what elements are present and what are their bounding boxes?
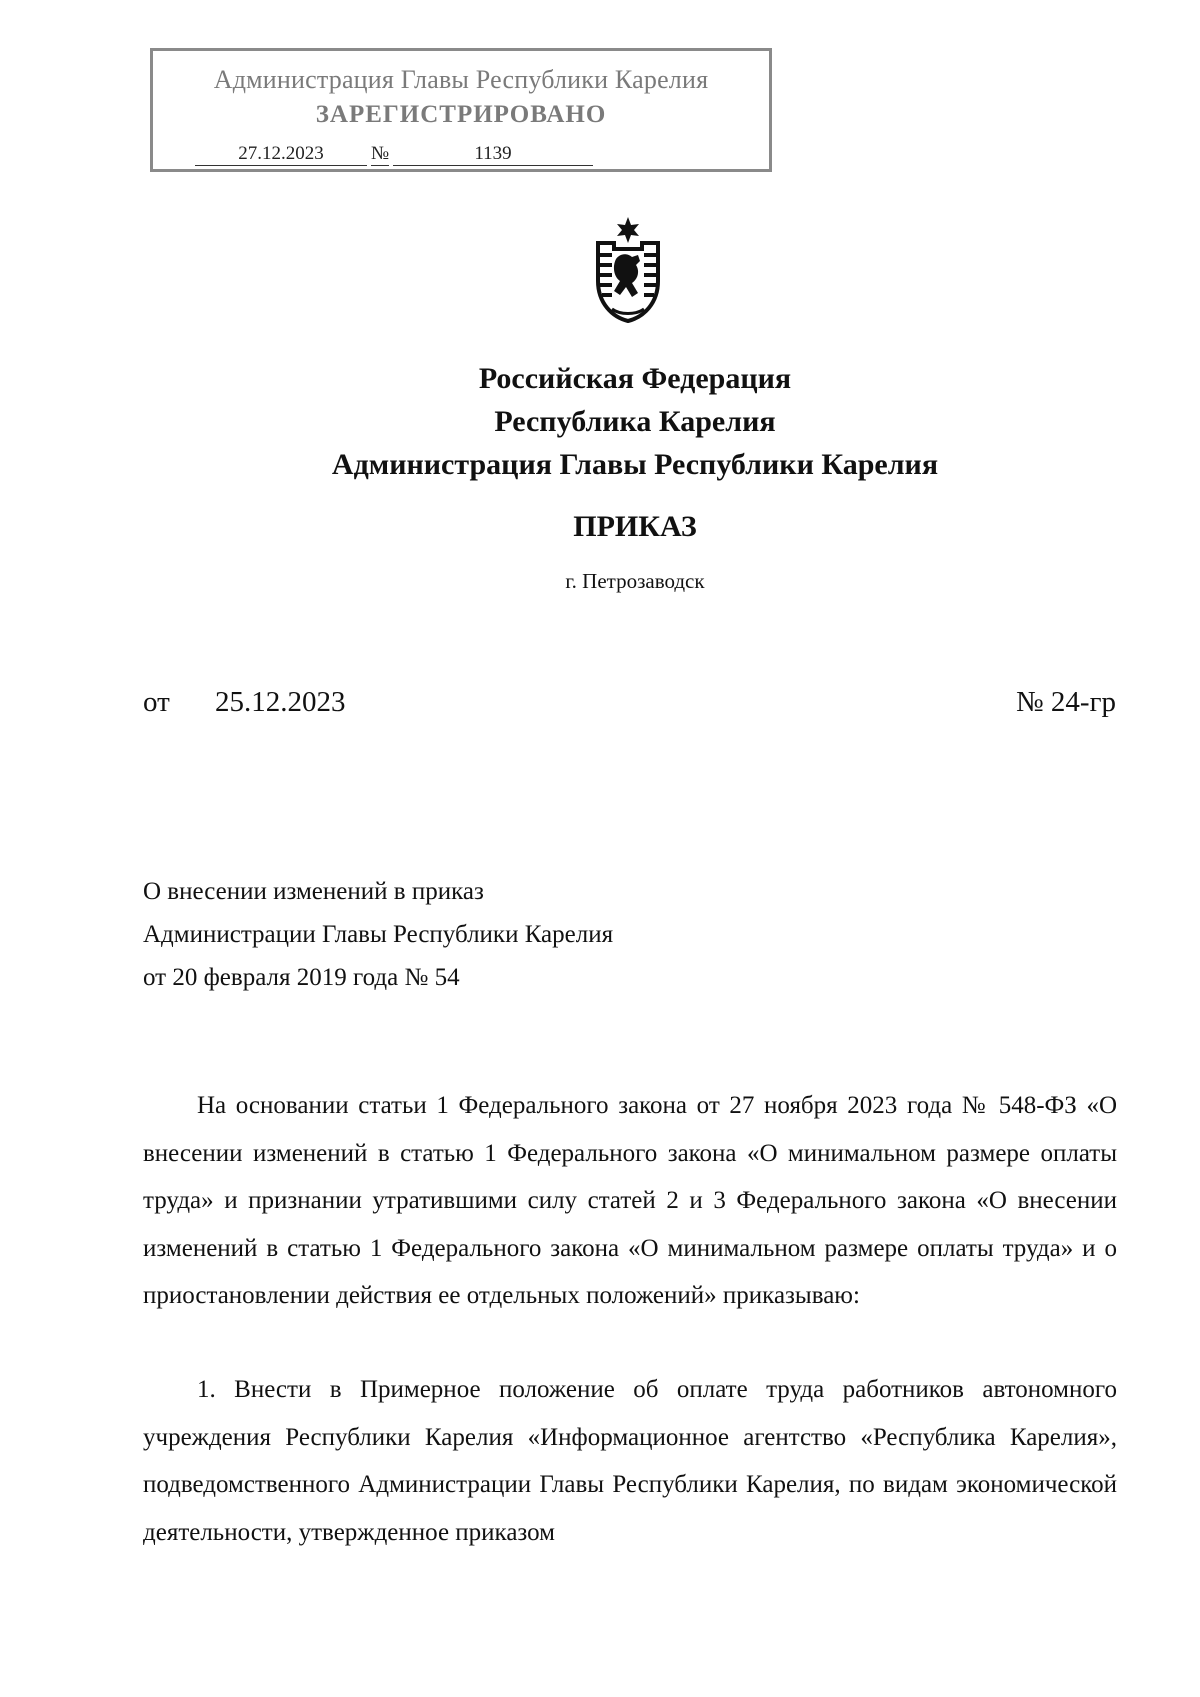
subject-line-2: Администрации Главы Республики Карелия — [143, 921, 614, 948]
stamp-number-sign: № — [371, 143, 390, 164]
order-date: 25.12.2023 — [215, 686, 346, 718]
body-paragraph-2: 1. Внести в Примерное положение об оплате труда работников автономного учреждения Республики Карелия «Информационное агентство «Республика Карелия», подведомственного Администрации Главы Республики Карелия, по видам экономической деятельности, утвержденное приказом — [143, 1376, 1117, 1546]
registration-stamp — [150, 48, 772, 172]
karelia-coat-of-arms-icon — [578, 215, 678, 325]
stamp-organization: Администрация Главы Республики Карелия — [213, 65, 709, 94]
city-label: г. Петрозаводск — [565, 569, 705, 593]
stamp-registered-label: ЗАРЕГИСТРИРОВАНО — [315, 101, 607, 128]
stamp-number: 1139 — [393, 143, 593, 166]
order-from-label: от — [143, 686, 170, 718]
header-country: Российская Федерация — [478, 362, 792, 395]
stamp-date: 27.12.2023 — [195, 143, 367, 166]
order-date-row — [143, 686, 346, 719]
body-paragraph-1: На основании статьи 1 Федерального закона от 27 ноября 2023 года № 548-ФЗ «О внесении изменений в статью 1 Федерального закона «О минимальном размере оплаты труда» и признании утратившими силу статей 2 и 3 Федерального закона «О внесении изменений в статью 1 Федерального закона «О минимальном размере оплаты труда» и о приостановлении действия ее отдельных положений» приказываю: — [143, 1092, 1117, 1309]
header-administration: Администрация Главы Республики Карелия — [331, 448, 939, 481]
order-number: № 24-гр — [1016, 686, 1116, 718]
document-type: ПРИКАЗ — [573, 510, 697, 543]
header-republic: Республика Карелия — [494, 405, 776, 438]
subject-line-1: О внесении изменений в приказ — [143, 878, 484, 905]
subject-line-3: от 20 февраля 2019 года № 54 — [143, 964, 460, 991]
document-subject — [143, 870, 613, 999]
